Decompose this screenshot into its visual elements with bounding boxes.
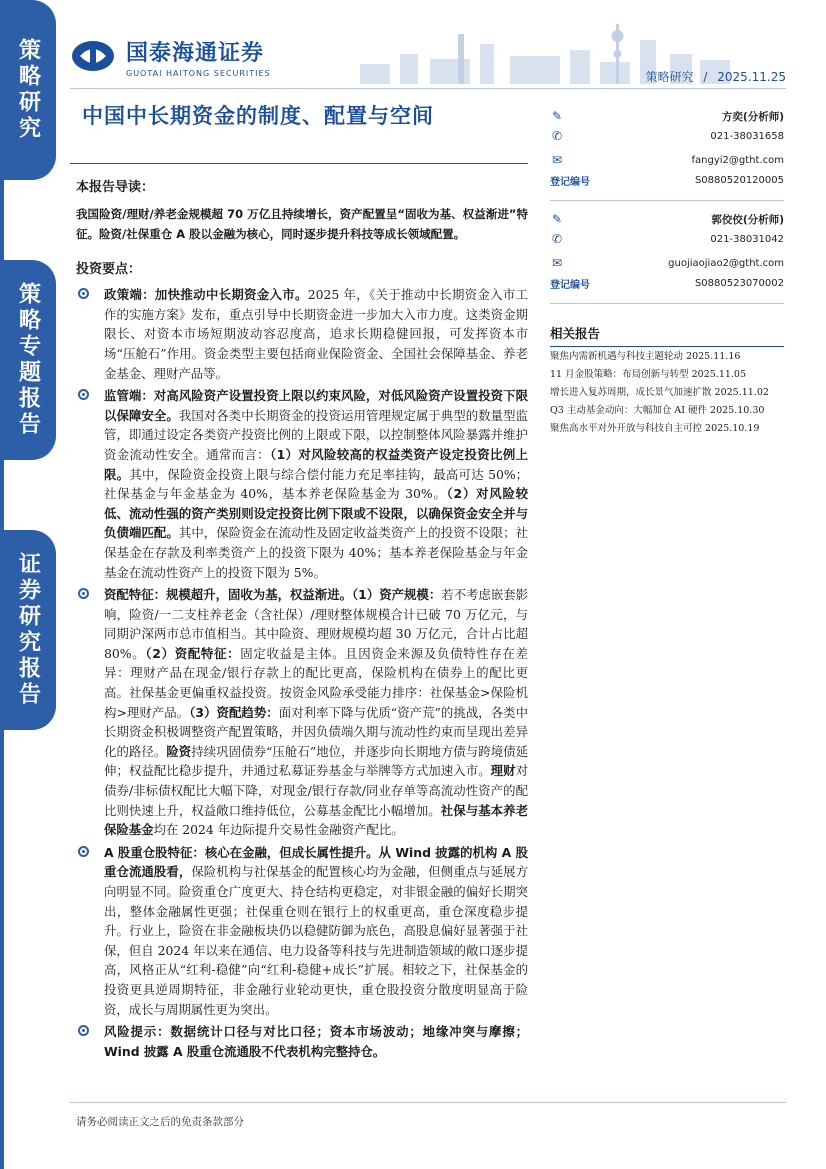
brand-name-cn: 国泰海通证券: [126, 41, 265, 66]
analyst-name: 郭佼佼(分析师): [711, 213, 784, 226]
bullet-allocation: [76, 585, 528, 840]
sidebar-section-securities-report: 证券研究报告: [0, 530, 56, 730]
person-icon: ✎: [551, 212, 563, 226]
bullet-lead: （1）对风险较高的权益类资产设定投资比例上限。: [104, 446, 529, 482]
phone-icon: ✆: [551, 129, 563, 143]
sidebar-divider: [0, 730, 4, 1169]
bullet-icon: [78, 288, 89, 299]
analyst-phone-row: [550, 231, 784, 247]
bullet-body: 面对利率下降与优质“资产荒”的挑战，各类中长期资金积极调整资产配置策略，并因负债端久期与流动性约束而呈现出差异化的路径。: [104, 704, 529, 759]
title-divider: [70, 163, 528, 164]
analyst-divider: [550, 303, 784, 304]
bullet-icon: [78, 1025, 89, 1036]
bullet-icon: [78, 389, 89, 400]
bullet-body: 2025 年，《关于推动中长期资金入市工作的实施方案》发布，重点引导中长期资金进一步加大入市力度。这类资金期限长、对资本市场短期波动容忍度高，追求长期稳健回报，可发挥资本市场“压舱石”作用。资金类型主要包括商业保险资金、全国社会保障基金、养老金基金、理财产品等。: [104, 287, 528, 381]
points-heading: 投资要点：: [76, 261, 142, 277]
analyst-reg-row: [550, 172, 784, 188]
analyst-email[interactable]: fangyi2@gtht.com: [691, 154, 784, 166]
bullet-lead: 风险提示：数据统计口径与对比口径；资本市场波动；地缘冲突与摩擦；Wind 披露 A 股重仓流通股不代表机构完整持仓。: [104, 1024, 528, 1059]
mail-icon: ✉: [551, 256, 563, 270]
related-report-item[interactable]: 聚焦高水平对外开放与科技自主可控 2025.10.19: [550, 423, 760, 434]
right-column: [550, 108, 784, 437]
bullet-body: 固定收益是主体。且因资金来源及负债特性存在差异：理财产品在现金/银行存款上的配比更高，保险机构在债券上的配比更高。社保基金更偏重权益投资。按资金风险承受能力排序：社保基金>保险机构>理财产品。: [104, 645, 529, 720]
logo-mark-icon: [70, 39, 118, 75]
reg-number: S0880520120005: [694, 174, 784, 186]
reg-label: 登记编号: [550, 176, 590, 188]
analyst-phone: 021-38031658: [710, 130, 784, 142]
mail-icon: ✉: [551, 153, 563, 167]
bullet-body: 其中，保险资金在流动性及固定收益类资产上的投资不设限；社保基金在存款及利率类资产上的投资下限为 40%；基本养老保险基金与年金基金在流动性资产上的投资下限为 5%。: [104, 525, 529, 580]
bullet-lead: 社保与基本养老保险基金: [104, 802, 529, 838]
sidebar-divider: [0, 180, 4, 260]
bullet-risk: [76, 1022, 528, 1061]
analyst-email[interactable]: guojiaojiao2@gtht.com: [668, 257, 784, 269]
meta-separator: /: [703, 70, 708, 84]
reg-label: 登记编号: [550, 279, 590, 291]
bullet-holdings: [76, 843, 528, 1019]
report-title: 中国中长期资金的制度、配置与空间: [82, 104, 434, 128]
bullet-icon: [78, 588, 89, 599]
analyst-card: [550, 108, 784, 200]
related-report-item[interactable]: 11 月金股策略：布局创新与转型 2025.11.05: [550, 369, 747, 380]
related-reports-heading: 相关报告: [550, 324, 784, 347]
bullet-body: 若不考虑嵌套影响，险资/一二支柱养老金（含社保）/理财整体规模合计已破 70 万亿元，与同期沪深两市总市值相当。其中险资、理财规模均超 30 万亿元，合计占比超 80%。: [104, 587, 529, 661]
sidebar-divider: [0, 460, 4, 530]
bullet-lead: （2）对风险较低、流动性强的资产类别则设定投资比例下限或不设限，以确保资金安全并与负债端匹配。: [104, 486, 529, 541]
footer-divider: [70, 1102, 786, 1103]
analyst-email-row: [550, 255, 784, 271]
analyst-name-row: [550, 211, 784, 227]
sidebar-section-strategy-research: 策略研究: [0, 0, 56, 180]
bullet-lead: 资配特征：规模超升，固收为基，权益渐进。（1）资产规模：: [104, 587, 442, 603]
related-report-item[interactable]: 聚焦内需新机遇与科技主题轮动 2025.11.16: [550, 351, 741, 362]
analyst-phone: 021-38031042: [710, 233, 784, 245]
related-report-item[interactable]: 增长进入复苏周期，成长景气加速扩散 2025.11.02: [550, 387, 769, 398]
analyst-email-row: [550, 152, 784, 168]
bullet-body: 持续巩固债券“压舱石”地位，并逐步向长期地方债与跨境债延伸；权益配比稳步提升，并通过私募证券基金与举牌等方式加速入市。: [104, 743, 529, 779]
brand-logo: [70, 36, 271, 78]
bullet-body: 我国对各类中长期资金的投资运用管理规定属于典型的数量型监管，即通过设定各类资产投资比例的上限或下限，以控制整体风险暴露并维护资金流动性安全。通常而言：: [104, 407, 529, 462]
bullet-lead: （2）资配特征：: [145, 645, 241, 661]
analyst-name: 方奕(分析师): [721, 110, 784, 123]
phone-icon: ✆: [551, 232, 563, 246]
analyst-reg-row: [550, 275, 784, 291]
bullet-lead: 理财: [490, 763, 516, 779]
bullet-lead: 政策端：加快推动中长期资金入市。: [104, 287, 308, 303]
main-content: [76, 178, 528, 1064]
bullet-lead: （3）资配趋势：: [189, 704, 279, 720]
footer-disclaimer: 请务必阅读正文之后的免责条款部分: [76, 1116, 244, 1128]
analyst-phone-row: [550, 128, 784, 144]
guide-heading: 本报告导读：: [76, 180, 155, 195]
guide-text: 我国险资/理财/养老金规模超 70 万亿且持续增长，资产配置呈“固收为基、权益渐进”特征。险资/社保重仓 A 股以金融为核心，同时逐步提升科技等成长领域配置。: [76, 206, 528, 241]
bullet-icon: [78, 846, 89, 857]
sidebar-section-strategy-report: 策略专题报告: [0, 260, 56, 460]
related-report-item[interactable]: Q3 主动基金动向：大幅加仓 AI 硬件 2025.10.30: [550, 405, 765, 416]
bullet-body: 均在 2024 年边际提升交易性金融资产配比。: [153, 822, 404, 838]
bullet-policy: [76, 285, 528, 383]
header-divider: [70, 88, 786, 89]
bullet-body: 保险机构与社保基金的配置核心均为金融，但侧重点与延展方向明显不同。险资重仓广度更大、持仓结构更稳定，对非银金融的偏好长期突出，整体金融属性更强；社保重仓则在银行上的权重更高，重仓深度稳步提升。行业上，险资在非金融板块仍以稳健防御为底色，高股息偏好显著强于社保，但自 2024 年以来在通信、电力设备等科技与先进制造领域的敞口逐步提高，风格正从“红利-稳健”向“红利-稳健+成长”扩展。相较之下，社保基金的投资更具逆周期特征，非金融行业轮动更快，重仓股投资分散度明显高于险资，成长与周期属性更为突出。: [104, 864, 529, 1017]
analyst-card: [550, 211, 784, 303]
report-meta: [646, 68, 786, 85]
analyst-divider: [550, 200, 784, 201]
report-category: 策略研究: [645, 70, 694, 84]
bullet-lead: A 股重仓股特征：核心在金融，但成长属性提升。从 Wind 披露的机构 A 股重仓流通股看，: [104, 844, 528, 880]
analyst-name-row: [550, 108, 784, 124]
reg-number: S0880523070002: [694, 277, 784, 289]
brand-name-en: GUOTAI HAITONG SECURITIES: [126, 69, 271, 78]
bullet-body: 其中，保险资金投资上限与综合偿付能力充足率挂钩，最高可达 50%；社保基金与年金基金为 40%，基本养老保险基金为 30%。: [104, 466, 528, 502]
bullet-body: 对债券/非标债权配比大幅下降，对现金/银行存款/同业存单等高流动性资产的配比则快速上升，权益敞口维持低位，公募基金配比小幅增加。: [104, 763, 529, 818]
report-date: 2025.11.25: [717, 70, 786, 84]
related-reports-list: [550, 349, 784, 437]
sidebar: [0, 0, 60, 1169]
bullet-lead: 监管端：对高风险资产设置投资上限以约束风险，对低风险资产设置投资下限以保障安全。: [104, 388, 528, 423]
person-icon: ✎: [551, 109, 563, 123]
bullet-lead: 险资: [166, 743, 192, 759]
bullet-regulation: [76, 386, 528, 582]
